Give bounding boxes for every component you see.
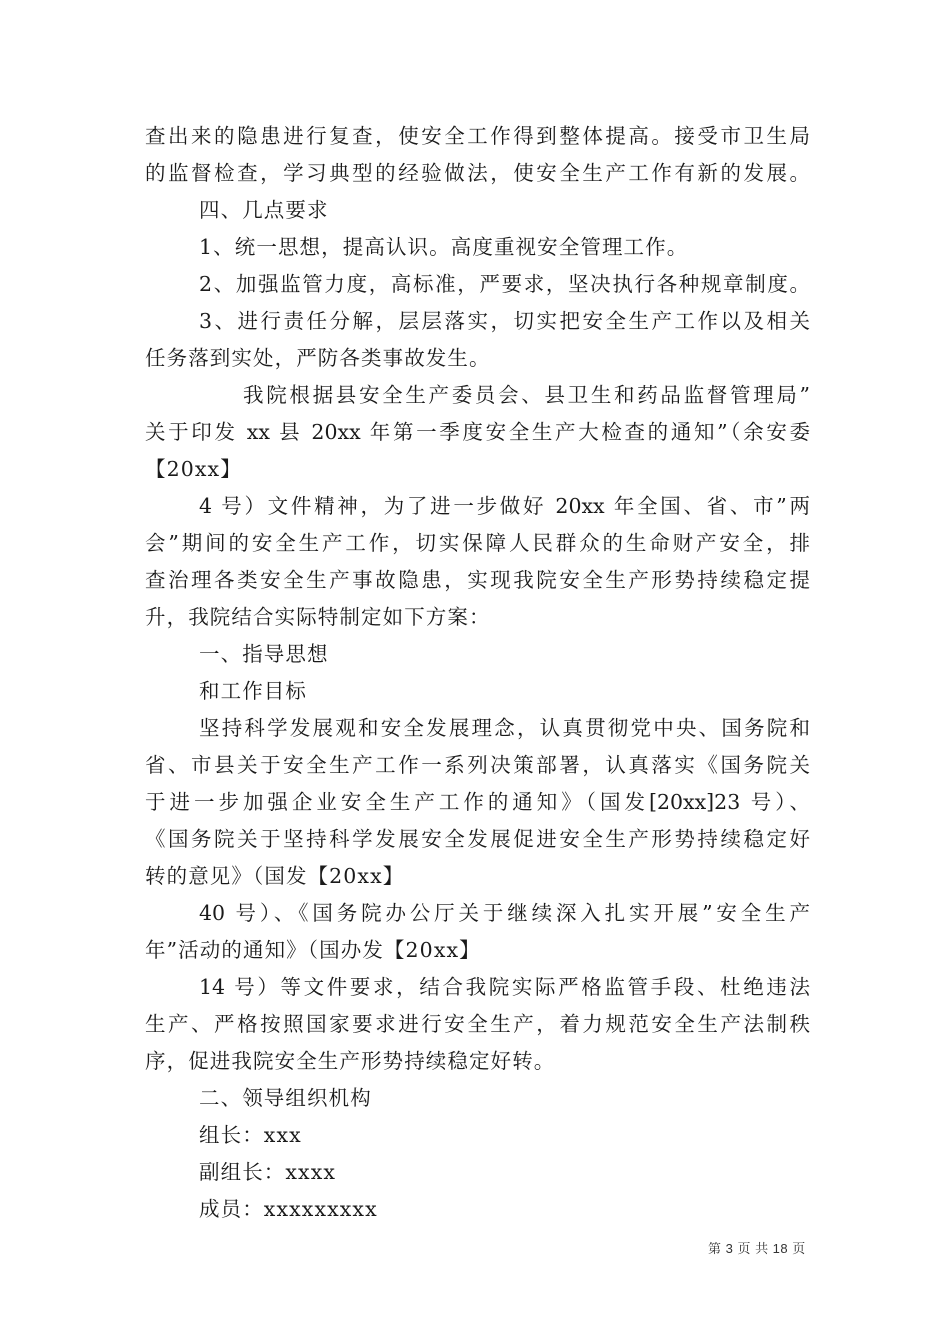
paragraph-line: 省、市县关于安全生产工作一系列决策部署，认真落实《国务院关 [145, 753, 810, 777]
list-item: 2、加强监管力度，高标准，严要求，坚决执行各种规章制度。 [199, 272, 810, 296]
document-body [145, 118, 810, 1228]
list-item: 1、统一思想，提高认识。高度重视安全管理工作。 [199, 235, 689, 259]
section-heading: 一、指导思想 [199, 642, 329, 666]
paragraph-line: 查出来的隐患进行复查，使安全工作得到整体提高。接受市卫生局 [145, 124, 810, 148]
section-heading: 四、几点要求 [199, 198, 329, 222]
page-number-footer: 第 3 页 共 18 页 [708, 1241, 806, 1256]
paragraph-line: 40 号）、《国务院办公厅关于继续深入扎实开展”安全生产 [199, 901, 810, 925]
paragraph-line: 我院根据县安全生产委员会、县卫生和药品监督管理局” [243, 383, 810, 407]
paragraph-line: 年”活动的通知》（国办发【20xx】 [145, 938, 481, 962]
paragraph-line: 转的意见》（国发【20xx】 [145, 864, 405, 888]
team-leader-line: 组长：xxx [199, 1123, 302, 1147]
paragraph-line: 于进一步加强企业安全生产工作的通知》（国发[20xx]23 号）、 [145, 790, 810, 814]
paragraph-line: 序，促进我院安全生产形势持续稳定好转。 [145, 1049, 556, 1073]
paragraph-line: 《国务院关于坚持科学发展安全发展促进安全生产形势持续稳定好 [145, 827, 810, 851]
paragraph-line: 【20xx】 [145, 457, 242, 481]
deputy-leader-line: 副组长：xxxx [199, 1160, 337, 1184]
section-heading: 二、领导组织机构 [199, 1086, 372, 1110]
paragraph-line: 升，我院结合实际特制定如下方案： [145, 605, 491, 629]
paragraph-line: 关于印发 xx 县 20xx 年第一季度安全生产大检查的通知”（余安委 [145, 420, 810, 444]
section-heading: 和工作目标 [199, 679, 307, 703]
paragraph-line: 生产、严格按照国家要求进行安全生产，着力规范安全生产法制秩 [145, 1012, 810, 1036]
members-line: 成员：xxxxxxxxx [199, 1197, 378, 1221]
paragraph-line: 查治理各类安全生产事故隐患，实现我院安全生产形势持续稳定提 [145, 568, 810, 592]
paragraph-line: 的监督检查，学习典型的经验做法，使安全生产工作有新的发展。 [145, 161, 810, 185]
paragraph-line: 会”期间的安全生产工作，切实保障人民群众的生命财产安全，排 [145, 531, 810, 555]
paragraph-line: 4 号）文件精神，为了进一步做好 20xx 年全国、省、市”两 [199, 494, 810, 518]
paragraph-line: 坚持科学发展观和安全发展理念，认真贯彻党中央、国务院和 [199, 716, 810, 740]
list-item: 3、进行责任分解，层层落实，切实把安全生产工作以及相关 [199, 309, 810, 333]
paragraph-line: 任务落到实处，严防各类事故发生。 [145, 346, 491, 370]
paragraph-line: 14 号）等文件要求，结合我院实际严格监管手段、杜绝违法 [199, 975, 810, 999]
